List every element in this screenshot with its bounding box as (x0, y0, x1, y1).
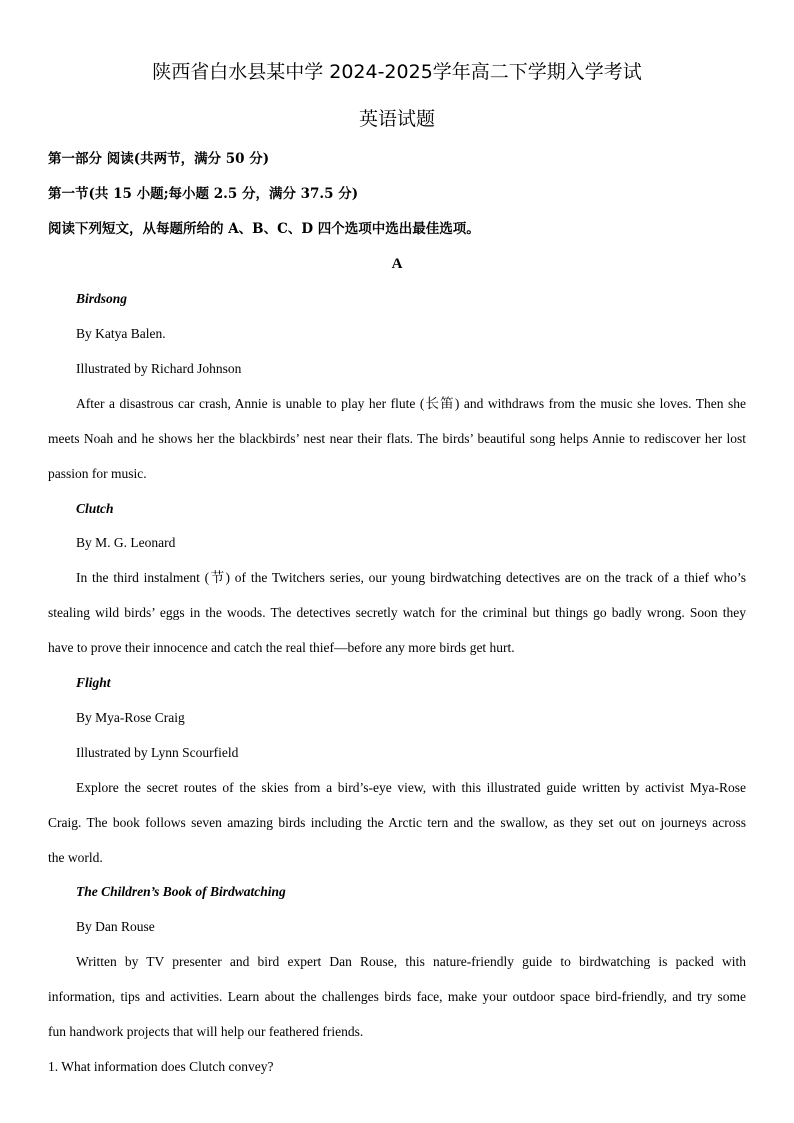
book-title-clutch: Clutch (76, 501, 114, 516)
book-author: By Katya Balen. (76, 326, 166, 341)
book-title-childrens-birdwatching: The Children’s Book of Birdwatching (76, 884, 286, 899)
book-illustrator: Illustrated by Richard Johnson (76, 361, 242, 376)
book-description-line: have to prove their innocence and catch the real thief—before any more birds get hurt. (48, 640, 515, 655)
book-description-line: Written by TV presenter and bird expert Dan Rouse, this nature-friendly guide to birdwatching is packed with (76, 954, 746, 969)
book-description-line: After a disastrous car crash, Annie is unable to play her flute (长笛) and withdraws from the music she loves. Then she (76, 396, 746, 411)
exam-subtitle: 英语试题 (358, 108, 435, 130)
book-description-line: meets Noah and he shows her the blackbirds’ nest near their flats. The birds’ beautiful song helps Annie to rediscover her lost (48, 431, 746, 446)
book-description-line: information, tips and activities. Learn about the challenges birds face, make your outdoor space bird-friendly, and try some (48, 989, 746, 1004)
exam-title: 陕西省白水县某中学 2024-2025学年高二下学期入学考试 (152, 61, 642, 83)
book-title-flight: Flight (76, 675, 111, 690)
part-heading: 第一部分 阅读(共两节，满分 50 分) (48, 151, 270, 167)
passage-label: A (391, 256, 403, 272)
book-title-birdsong: Birdsong (76, 291, 128, 306)
book-description-line: Explore the secret routes of the skies from a bird’s-eye view, with this illustrated guide written by activist Mya-Rose (76, 780, 746, 795)
book-description-line: Craig. The book follows seven amazing birds including the Arctic tern and the swallow, as they set out on journeys across (48, 815, 746, 830)
book-author: By M. G. Leonard (76, 535, 176, 550)
book-description-line: In the third instalment (节) of the Twitchers series, our young birdwatching detectives are on the track of a thief who’s (76, 570, 746, 585)
book-illustrator: Illustrated by Lynn Scourfield (76, 745, 239, 760)
book-author: By Mya-Rose Craig (76, 710, 185, 725)
book-description-line: the world. (48, 850, 103, 865)
book-description-line: fun handwork projects that will help our feathered friends. (48, 1024, 364, 1039)
section-heading: 第一节(共 15 小题;每小题 2.5 分，满分 37.5 分) (48, 186, 359, 202)
book-description-line: stealing wild birds’ eggs in the woods. The detectives secretly watch for the criminal but things go badly wrong. Soon they (48, 605, 746, 620)
instructions: 阅读下列短文，从每题所给的 A、B、C、D 四个选项中选出最佳选项。 (48, 221, 480, 237)
book-author: By Dan Rouse (76, 919, 155, 934)
question-1: 1. What information does Clutch convey? (48, 1059, 274, 1074)
book-description-line: passion for music. (48, 466, 147, 481)
